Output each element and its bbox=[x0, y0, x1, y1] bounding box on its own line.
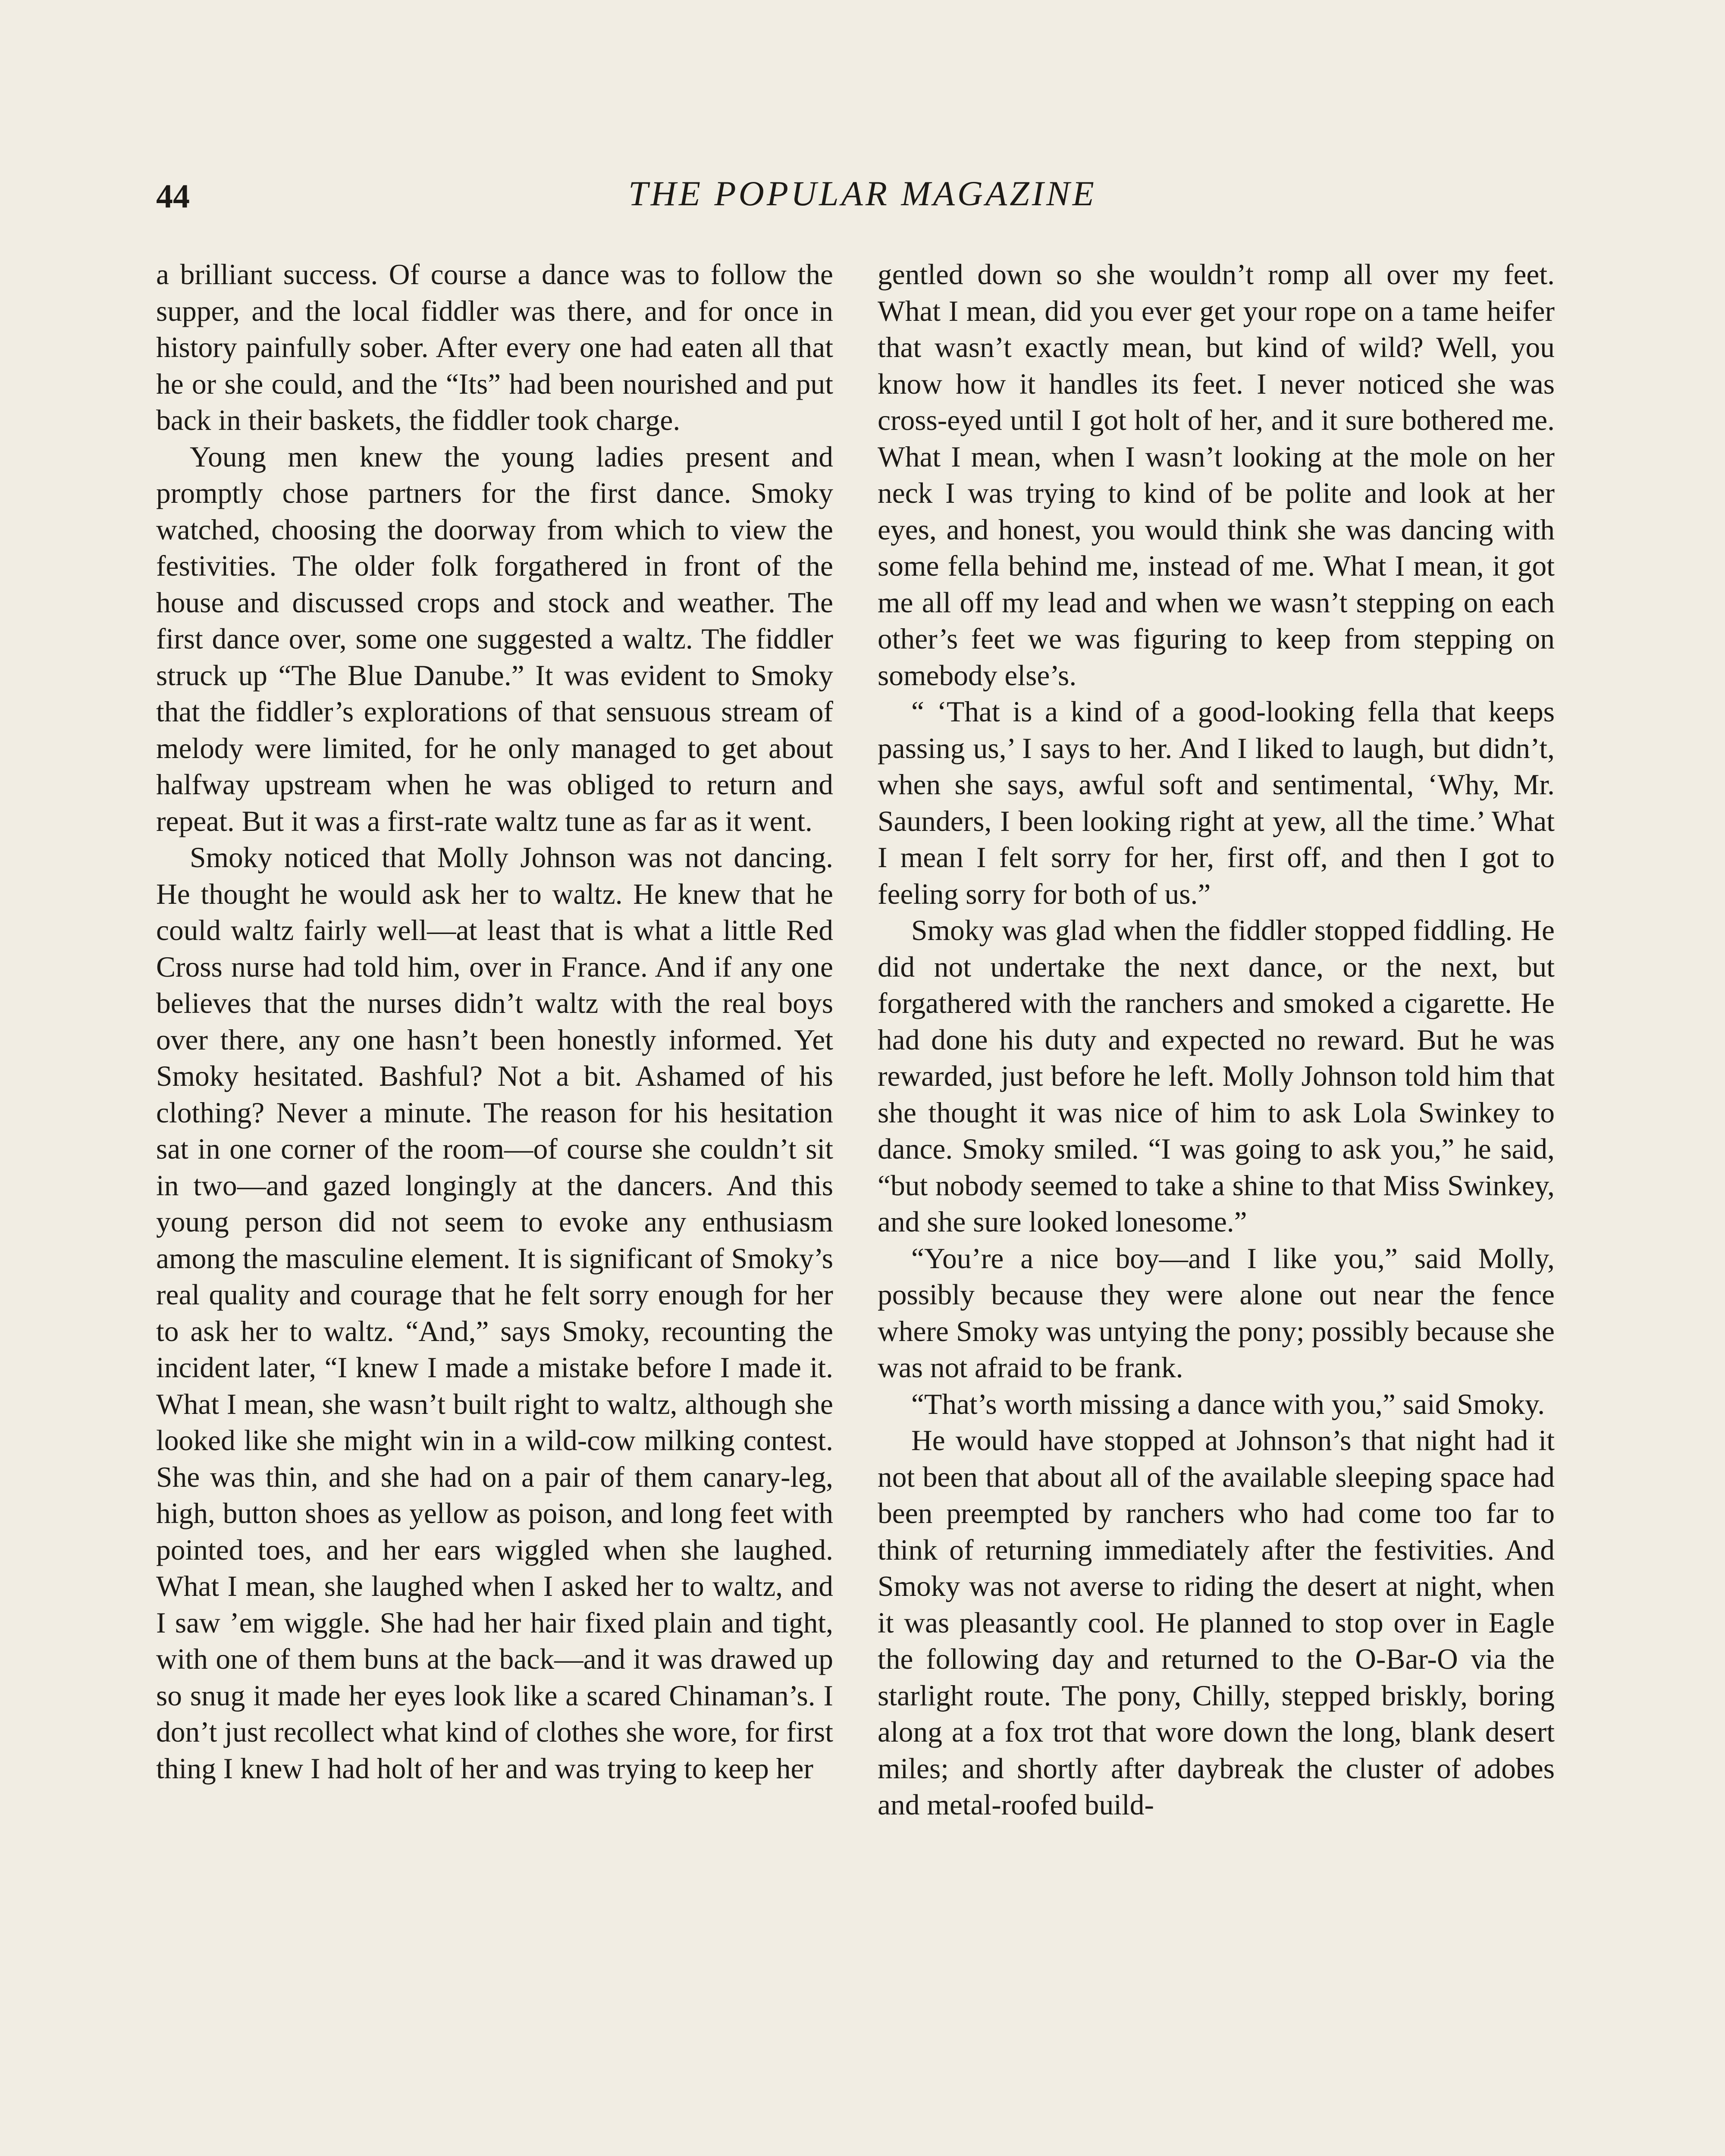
right-paragraph: gentled down so she wouldn’t romp all over my feet. What I mean, did you ever get your rope on a tame heifer that wasn’t exactly mean, but kind of wild? Well, you know how it handles its feet. I never noticed she was cross-eyed until I got holt of her, and it sure bothered me. What I mean, when I wasn’t looking at the mole on her neck I was trying to kind of be polite and look at her eyes, and honest, you would think she was dancing with some fella behind me, instead of me. What I mean, it got me all off my lead and when we wasn’t stepping on each other’s feet we was figuring to keep from stepping on somebody else’s. bbox=[878, 258, 1555, 692]
right-paragraph: “That’s worth missing a dance with you,” said Smoky. bbox=[911, 1388, 1545, 1420]
right-paragraph: He would have stopped at Johnson’s that night had it not been that about all of the available sleeping space had been preempted by ranchers who had come too far to think of returning immediately after the festivities. And Smoky was not averse to riding the desert at night, when it was pleasantly cool. He planned to stop over in Eagle the following day and returned to the O-Bar-O via the starlight route. The pony, Chilly, stepped briskly, boring along at a fox trot that wore down the long, blank desert miles; and shortly after daybreak the cluster of adobes and metal-roofed build- bbox=[878, 1424, 1555, 1821]
left-paragraph: Young men knew the young ladies present and promptly chose partners for the first dance. Smoky watched, choosing the doorway from which to view the festivities. The older folk forgathered in front of the house and discussed crops and stock and weather. The first dance over, some one suggested a waltz. The fiddler struck up “The Blue Danube.” It was evident to Smoky that the fiddler’s explorations of that sensuous stream of melody were limited, for he only managed to get about halfway upstream when he was obliged to return and repeat. But it was a first-rate waltz tune as far as it went. bbox=[156, 440, 833, 837]
left-paragraph: a brilliant success. Of course a dance was to follow the supper, and the local fiddler was there, and for once in history painfully sober. After every one had eaten all that he or she could, and the “Its” had been nourished and put back in their baskets, the fiddler took charge. bbox=[156, 258, 833, 436]
left-paragraph: Smoky noticed that Molly Johnson was not dancing. He thought he would ask her to waltz. He knew that he could waltz fairly well—at least that is what a little Red Cross nurse had told him, over in France. And if any one believes that the nurses didn’t waltz with the real boys over there, any one hasn’t been honestly informed. Yet Smoky hesitated. Bashful? Not a bit. Ashamed of his clothing? Never a minute. The reason for his hesitation sat in one corner of the room—of course she couldn’t sit in two—and gazed longingly at the dancers. And this young person did not seem to evoke any enthusiasm among the masculine element. It is significant of Smoky’s real quality and courage that he felt sorry enough for her to ask her to waltz. “And,” says Smoky, recounting the incident later, “I knew I made a mistake before I made it. What I mean, she wasn’t built right to waltz, although she looked like she might win in a wild-cow milking contest. She was thin, and she had on a pair of them canary-leg, high, button shoes as yellow as poison, and long feet with pointed toes, and her ears wiggled when she laughed. What I mean, she laughed when I asked her to waltz, and I saw ’em wiggle. She had her hair fixed plain and tight, with one of them buns at the back—and it was drawed up so snug it made her eyes look like a scared Chinaman’s. I don’t just recollect what kind of clothes she wore, for first thing I knew I had holt of her and was trying to keep her bbox=[156, 841, 833, 1785]
right-paragraph: Smoky was glad when the fiddler stopped fiddling. He did not undertake the next dance, or the next, but forgathered with the ranchers and smoked a cigarette. He had done his duty and expected no reward. But he was rewarded, just before he left. Molly Johnson told him that she thought it was nice of him to ask Lola Swinkey to dance. Smoky smiled. “I was going to ask you,” he said, “but nobody seemed to take a shine to that Miss Swinkey, and she sure looked lonesome.” bbox=[878, 914, 1555, 1238]
running-head: THE POPULAR MAGAZINE bbox=[628, 174, 1097, 213]
right-paragraph: “You’re a nice boy—and I like you,” said Molly, possibly because they were alone out near the fence where Smoky was untying the pony; possibly because she was not afraid to be frank. bbox=[878, 1242, 1555, 1384]
right-paragraph: “ ‘That is a kind of a good-looking fella that keeps passing us,’ I says to her. And I liked to laugh, but didn’t, when she says, awful soft and sentimental, ‘Why, Mr. Saunders, I been looking right at yew, all the time.’ What I mean I felt sorry for her, first off, and then I got to feeling sorry for both of us.” bbox=[878, 696, 1555, 910]
left-column bbox=[156, 257, 833, 1787]
right-column bbox=[878, 257, 1555, 1824]
page-number: 44 bbox=[156, 177, 190, 215]
